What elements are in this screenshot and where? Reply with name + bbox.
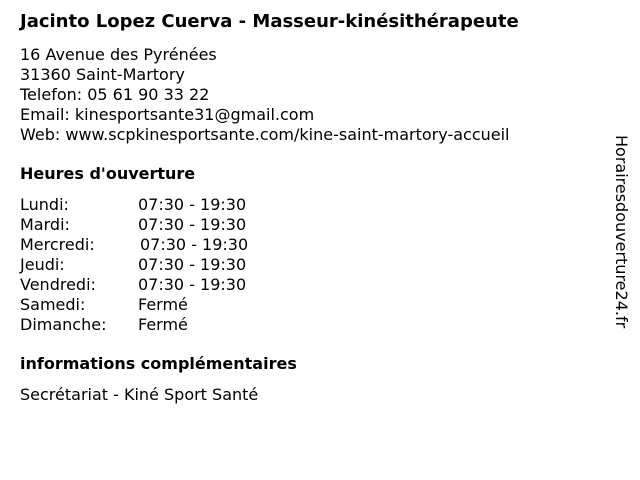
day-hours: 07:30 - 19:30: [138, 195, 247, 214]
hours-row-tuesday: [20, 215, 320, 235]
phone-number: Telefon: 05 61 90 33 22: [20, 85, 210, 104]
day-hours: 07:30 - 19:30: [138, 215, 247, 234]
additional-info-heading: informations complémentaires: [20, 354, 297, 373]
day-hours: Fermé: [138, 295, 188, 314]
day-label: Dimanche:: [20, 315, 107, 334]
day-label: Mercredi:: [20, 235, 95, 254]
day-label: Vendredi:: [20, 275, 96, 294]
day-label: Mardi:: [20, 215, 70, 234]
hours-row-monday: [20, 195, 320, 215]
day-label: Lundi:: [20, 195, 69, 214]
hours-row-sunday: [20, 315, 320, 335]
day-hours: Fermé: [138, 315, 188, 334]
hours-row-saturday: [20, 295, 320, 315]
day-hours: 07:30 - 19:30: [138, 275, 247, 294]
day-hours: 07:30 - 19:30: [140, 235, 249, 254]
address-street: 16 Avenue des Pyrénées: [20, 45, 217, 64]
website-url: Web: www.scpkinesportsante.com/kine-saint-martory-accueil: [20, 125, 510, 144]
page-title: Jacinto Lopez Cuerva - Masseur-kinésithérapeute: [20, 11, 519, 32]
day-label: Samedi:: [20, 295, 86, 314]
opening-hours-heading: Heures d'ouverture: [20, 164, 196, 183]
email-address: Email: kinesportsante31@gmail.com: [20, 105, 315, 124]
contact-block: [20, 45, 509, 145]
additional-info-text: Secrétariat - Kiné Sport Santé: [20, 385, 259, 404]
opening-hours-table: [20, 195, 320, 335]
hours-row-friday: [20, 275, 320, 295]
address-city: 31360 Saint-Martory: [20, 65, 185, 84]
hours-row-thursday: [20, 255, 320, 275]
day-hours: 07:30 - 19:30: [138, 255, 247, 274]
site-brand-vertical: Horairesdouverture24.fr: [612, 135, 631, 329]
hours-row-wednesday: [20, 235, 320, 255]
day-label: Jeudi:: [20, 255, 65, 274]
